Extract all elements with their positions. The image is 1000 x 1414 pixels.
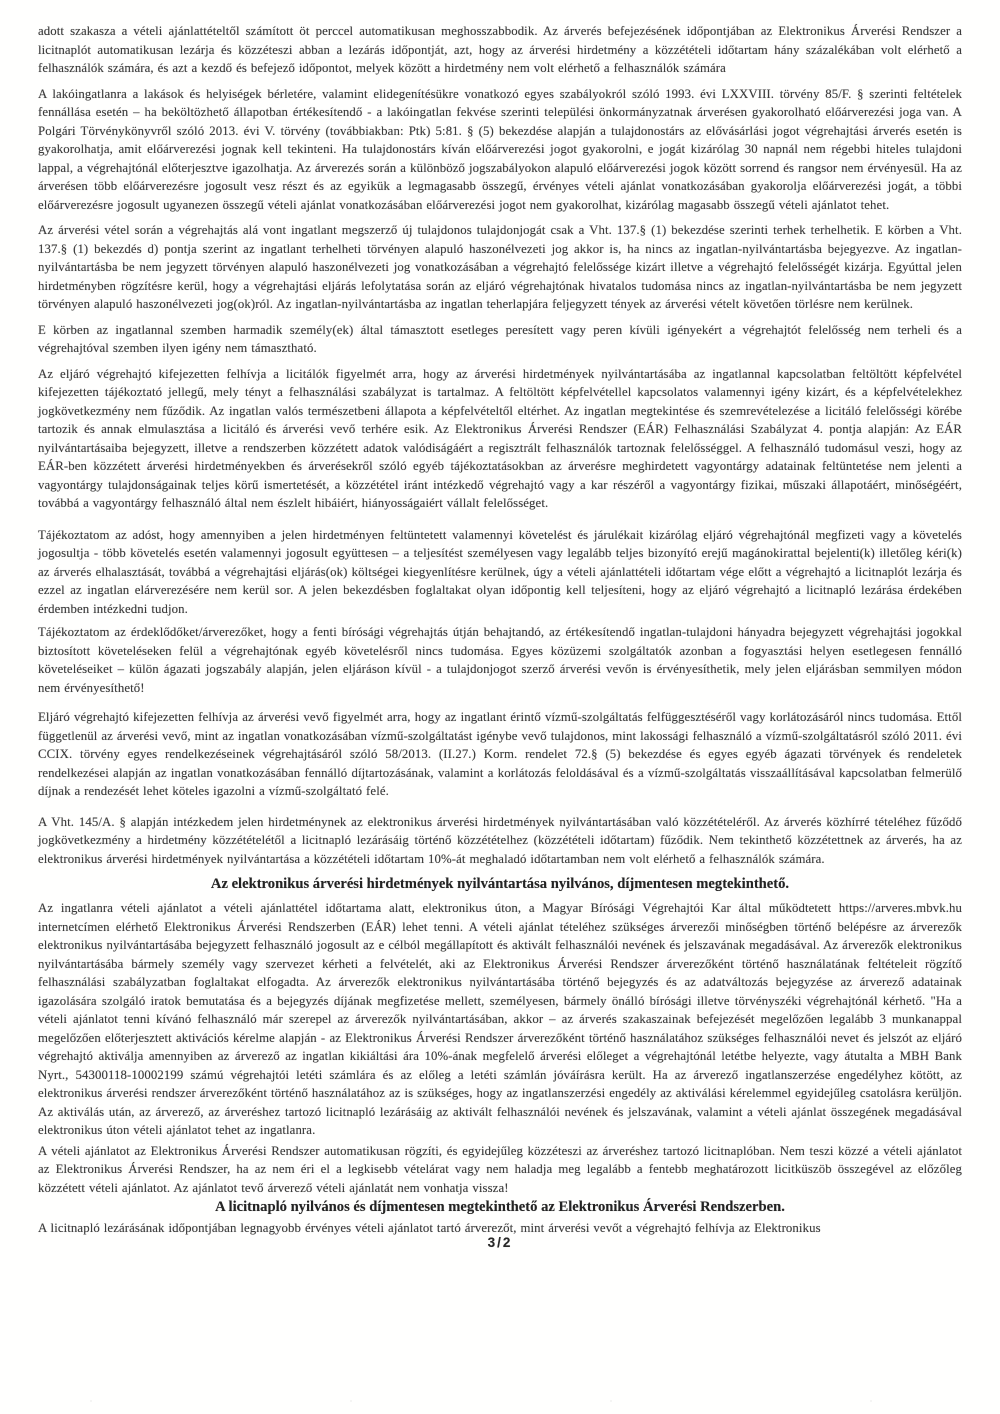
paragraph: A Vht. 145/A. § alapján intézkedem jelen hirdetménynek az elektronikus árverési hirdetmények nyilvántartásában való közzétételéről. Az árverés közhírré tételéhez fűződő jogkövetkezmény a hirdetmény közzétételétől a licitnapló lezárásáig történő közzétételhez (közzétételi időtartam) fűződik. Nem tekinthető közzétettnek az árverés, ha az elektronikus árverési hirdetmények nyilvántartása a közzétételi időtartam 10%-át meghaladó időtartamban nem volt elérhető a felhasználók számára. [38, 814, 962, 866]
paragraph: E körben az ingatlannal szemben harmadik személy(ek) által támasztott esetleges peresített vagy peren kívüli igényekért a végrehajtót felelősség nem terheli és a végrehajtóval szemben ilyen igény nem támasztható. [38, 322, 962, 355]
section-heading: Az elektronikus árverési hirdetmények nyilvántartása nyilvános, díjmentesen megtekinthető. [210, 876, 790, 892]
paragraph: Tájékoztatom az érdeklődőket/árverezőket, hogy a fenti bírósági végrehajtás útján behajtandó, az értékesítendő ingatlan-tulajdoni hányadra bejegyzett végrehajtási jogokkal biztosított követeléseken felül a végrehajtónak egyéb követelésről nincs tudomása. Egyes közüzemi szolgáltatók azonban a fogyasztási helyen esetlegesen fennálló követeléseiket – külön ágazati jogszabály alapján, jelen eljáráson kívül - a tulajdonjogot szerző árverési vevőn is érvényesíthetik, mely jelen eljárásban semmilyen módon nem érvényesíthető! [38, 625, 962, 695]
paragraph: Az ingatlanra vételi ajánlatot a vételi ajánlattétel időtartama alatt, elektronikus úton, a Magyar Bírósági Végrehajtói Kar által működtetett https://arveres.mbvk.hu internetcímen elérhető Elektronikus Árverési Rendszerben (EÁR) lehet tenni. A vételi ajánlat tételéhez szükséges árverezői minőségben történő belépésre az árverezők elektronikus nyilvántartásába bejegyzett felhasználó jogosult az e célból megállapított és aktivált felhasználói nevének és jelszavának megadásával. Az árverezők elektronikus nyilvántartásába bármely személy vagy szervezet kérheti a felvételét, aki az Elektronikus Árverési Rendszer árverezőként történő használatának feltételeit rögzítő felhasználási szabályzatban foglaltakat elfogadta. Az árverezők elektronikus nyilvántartásába történő bejegyzés és az adatváltozás bejegyzése az árverező adatainak igazolására szolgáló iratok bemutatása és a bejegyzés díjának megfizetése mellett, személyesen, bármely önálló bírósági illetve törvényszéki végrehajtónál kérhető. "Ha a vételi ajánlatot tenni kívánó felhasználó már szerepel az árverezők nyilvántartásában, akkor – az árverés szakaszainak befejezését megelőzően legalább 3 munkanappal megelőzően előterjesztett aktivációs kérelme alapján - az Elektronikus Árverési Rendszer árverezőként történő használatához szükséges felhasználói nevet és jelszót az eljáró végrehajtó aktiválja amennyiben az árverező az ingatlan kikiáltási ára 10%-ának megfelelő árverési előleget a végrehajtónál letétbe helyezte, vagy átutalta a MBH Bank Nyrt., 54300118-10002199 számú végrehajtói letéti számlára és az előleg a letéti számlán jóváírásra került. Ha az árverező ingatlanszerzése engedélyhez kötött, az elektronikus árverési rendszer árverezőként történő használatához az is szükséges, hogy az ingatlanszerzési engedély az aktiválási kérelemmel egyidejűleg csatolásra kerüljön. Az aktiválás után, az árverező, az árveréshez tartozó licitnapló lezárásáig az aktivált felhasználói nevének és jelszavának, valamint a vételi ajánlat összegének megadásával elektronikus úton vételi ajánlatot tehet az ingatlanra. [38, 901, 962, 1137]
paragraph: adott szakasza a vételi ajánlattételtől számított öt perccel automatikusan meghosszabbodik. Az árverés befejezésének időpontjában az Elektronikus Árverési Rendszer a licitnaplót automatikusan lezárja és közzéteszi abban a lezárás időpontját, azt, hogy az árverési hirdetmény a közzétételi időtartam hány százalékában volt elérhető a felhasználók számára, és azt a kezdő és befejező időpontot, melyek között a hirdetmény nem volt elérhető a felhasználók számára [38, 24, 962, 75]
paragraph: Az árverési vétel során a végrehajtás alá vont ingatlant megszerző új tulajdonos tulajdonjogát csak a Vht. 137.§ (1) bekezdése szerinti terhek terhelhetik. E körben a Vht. 137.§ (1) bekezdés d) pontja szerint az ingatlant terhelheti törvényen alapuló haszonélvezeti jog akkor is, ha nincs az ingatlan-nyilvántartásba bejegyezve. Az ingatlan-nyilvántartásba be nem jegyzett törvényen alapuló haszonélvezeti jog vonatkozásában a végrehajtó felelőssége kizárt illetve a végrehajtó felelősségét kizárja. Egyúttal jelen hirdetményben rögzítésre kerül, hogy a végrehajtási eljárás lefolytatása során az eljáró végrehajtónak hivatalos tudomása nincs az ingatlan-nyilvántartásba be nem jegyzett törvényen alapuló haszonélvezeti jog(ok)ról. Az ingatlan-nyilvántartásba az ingatlan teherlapjára feljegyzett tények az árverési vételt követően törlésre nem kerülnek. [38, 223, 962, 311]
paragraph: Az eljáró végrehajtó kifejezetten felhívja a licitálók figyelmét arra, hogy az árverési hirdetmények nyilvántartásába az ingatlannal kapcsolatban feltöltött képfelvétel kifejezetten tájékoztató jellegű, mely tényt a felhasználási szabályzat is tartalmaz. A feltöltött képfelvétellel kapcsolatos valamennyi igény kizárt, és a képfelvételekhez jogkövetkezmény nem fűződik. Az ingatlan valós természetbeni állapota a képfelvételtől eltérhet. Az ingatlan megtekintése és szemrevételezése a licitáló felelősségi körébe tartozik és annak elmulasztása a licitáló és árverési vevő terhére esik. Az Elektronikus Árverési Rendszer (EÁR) Felhasználási Szabályzat 4. pontja alapján: Az EÁR nyilvántartásaiba bejegyzett, illetve a rendszerben közzétett adatok valódiságáért a regisztrált felhasználók tartoznak felelősséggel. A felhasználó tudomásul veszi, hogy az EÁR-ben közzétett árverési hirdetményekben és árverésekről szóló egyéb tájékoztatásokban az árverésre meghirdetett vagyontárgy adatainak feltüntetése nem jelenti a vagyontárgy tulajdonságainak teljes körű ismertetését, a közzététel iránt intézkedő végrehajtó vagy a kar részéről a vagyontárgy fizikai, műszaki állapotáért, minőségéért, továbbá a vagyontárgy felhasználó által nem észlelt hibáiért, hiányosságaiért vállalt felelősséget. [38, 366, 962, 510]
paragraph: Eljáró végrehajtó kifejezetten felhívja az árverési vevő figyelmét arra, hogy az ingatlant érintő vízmű-szolgáltatás felfüggesztéséről vagy korlátozásáról nincs tudomása. Ettől függetlenül az árverési vevő, mint az ingatlan vonatkozásában vízmű-szolgáltatást igénybe vevő tulajdonos, mint lakossági felhasználó a vízmű-szolgáltatásról szóló 2011. évi CCIX. törvény egyes rendelkezéseinek végrehajtásáról szóló 58/2013. (II.27.) Korm. rendelet 72.§ (5) bekezdése és egyes egyéb ágazati törvények és rendeletek rendelkezései alapján az ingatlan vonatkozásában fennálló díjtartozásának, valamint a korlátozás feloldásával és a vízmű-szolgáltatás visszaállításával kapcsolatban felmerülő díjnak a rendezését lehet köteles igazolni a vízmű-szolgáltató felé. [38, 710, 962, 798]
paragraph: A lakóingatlanra a lakások és helyiségek bérletére, valamint elidegenítésükre vonatkozó egyes szabályokról szóló 1993. évi LXXVIII. törvény 85/F. § szerinti feltételek fennállása esetén – ha beköltözhető állapotban értékesítendő - a lakóingatlan fekvése szerinti települési önkormányzatnak árverésen gyakorolható előárverezési joga van. A Polgári Törvénykönyvről szóló 2013. évi V. törvény (továbbiakban: Ptk) 5:81. § (5) bekezdése alapján a tulajdonostárs az elővásárlási jogot végrehajtási árverés esetén is gyakorolhatja, amit előárverezési jognak kell tekinteni. Ha tulajdonostárs kíván előárverezési jogot gyakorolni, e jogát kizárólag 30 napnál nem régebbi hiteles tulajdoni lappal, a végrehajtónál előterjesztve igazolhatja. Az árverezés során a különböző jogszabályokon alapuló előárverezési jogok között sorrend és rangsor nem érvényesül. Ha az árverésen több előárverezésre jogosult vesz részt és az egyikük a legmagasabb összegű, érvényes vételi ajánlat vonatkozásában gyakorolja előárverezési jogát, a többi előárverezésre jogosult ugyanezen összegű vételi ajánlat vonatkozásában előárverezési jogot nem gyakorolhat, kizárólag magasabb összegű vételi ajánlatot tehet. [38, 86, 962, 212]
section-heading: A licitnapló nyilvános és díjmentesen megtekinthető az Elektronikus Árverési Rendszerben. [215, 1199, 785, 1215]
scan-noise-artifact [0, 1400, 1000, 1402]
paragraph: Tájékoztatom az adóst, hogy amennyiben a jelen hirdetményen feltüntetett valamennyi követelést és járulékait kizárólag eljáró végrehajtónál megfizeti vagy a követelés jogosultja - több követelés esetén valamennyi jogosult együttesen – a teljesítést személyesen vagy legalább teljes bizonyító erejű magánokirattal bejelenti(k) illetőleg kéri(k) az árverés elhalasztását, továbbá a végrehajtási eljárás(ok) költségei kiegyenlítésre kerülnek, úgy a vételi ajánlattételi időtartam vége előtt a végrehajtó a licitnaplót lezárja és ezzel az ingatlan elárverezésére nem kerül sor. A jelen bekezdésben foglaltakat olyan időpontig kell teljesíteni, hogy az eljáró végrehajtó a licitnapló lezárása érdekében érdemben intézkedni tudjon. [38, 527, 962, 616]
paragraph: A licitnapló lezárásának időpontjában legnagyobb érvényes vételi ajánlatot tartó árverezőt, mint árverési vevőt a végrehajtó felhívja az Elektronikus [38, 1221, 821, 1235]
page-number: 3/2 [487, 1234, 513, 1250]
paragraph: A vételi ajánlatot az Elektronikus Árverési Rendszer automatikusan rögzíti, és egyidejűleg közzéteszi az árveréshez tartozó licitnaplóban. Nem teszi közzé a vételi ajánlatot az Elektronikus Árverési Rendszer, ha az nem éri el a legkisebb vételárat vagy nem haladja meg legalább a fentebb meghatározott licitküszöb összegével az előzőleg közzétett vételi ajánlatot. Az ajánlatot tevő árverező vételi ajánlatát nem vonhatja vissza! [38, 1143, 962, 1195]
